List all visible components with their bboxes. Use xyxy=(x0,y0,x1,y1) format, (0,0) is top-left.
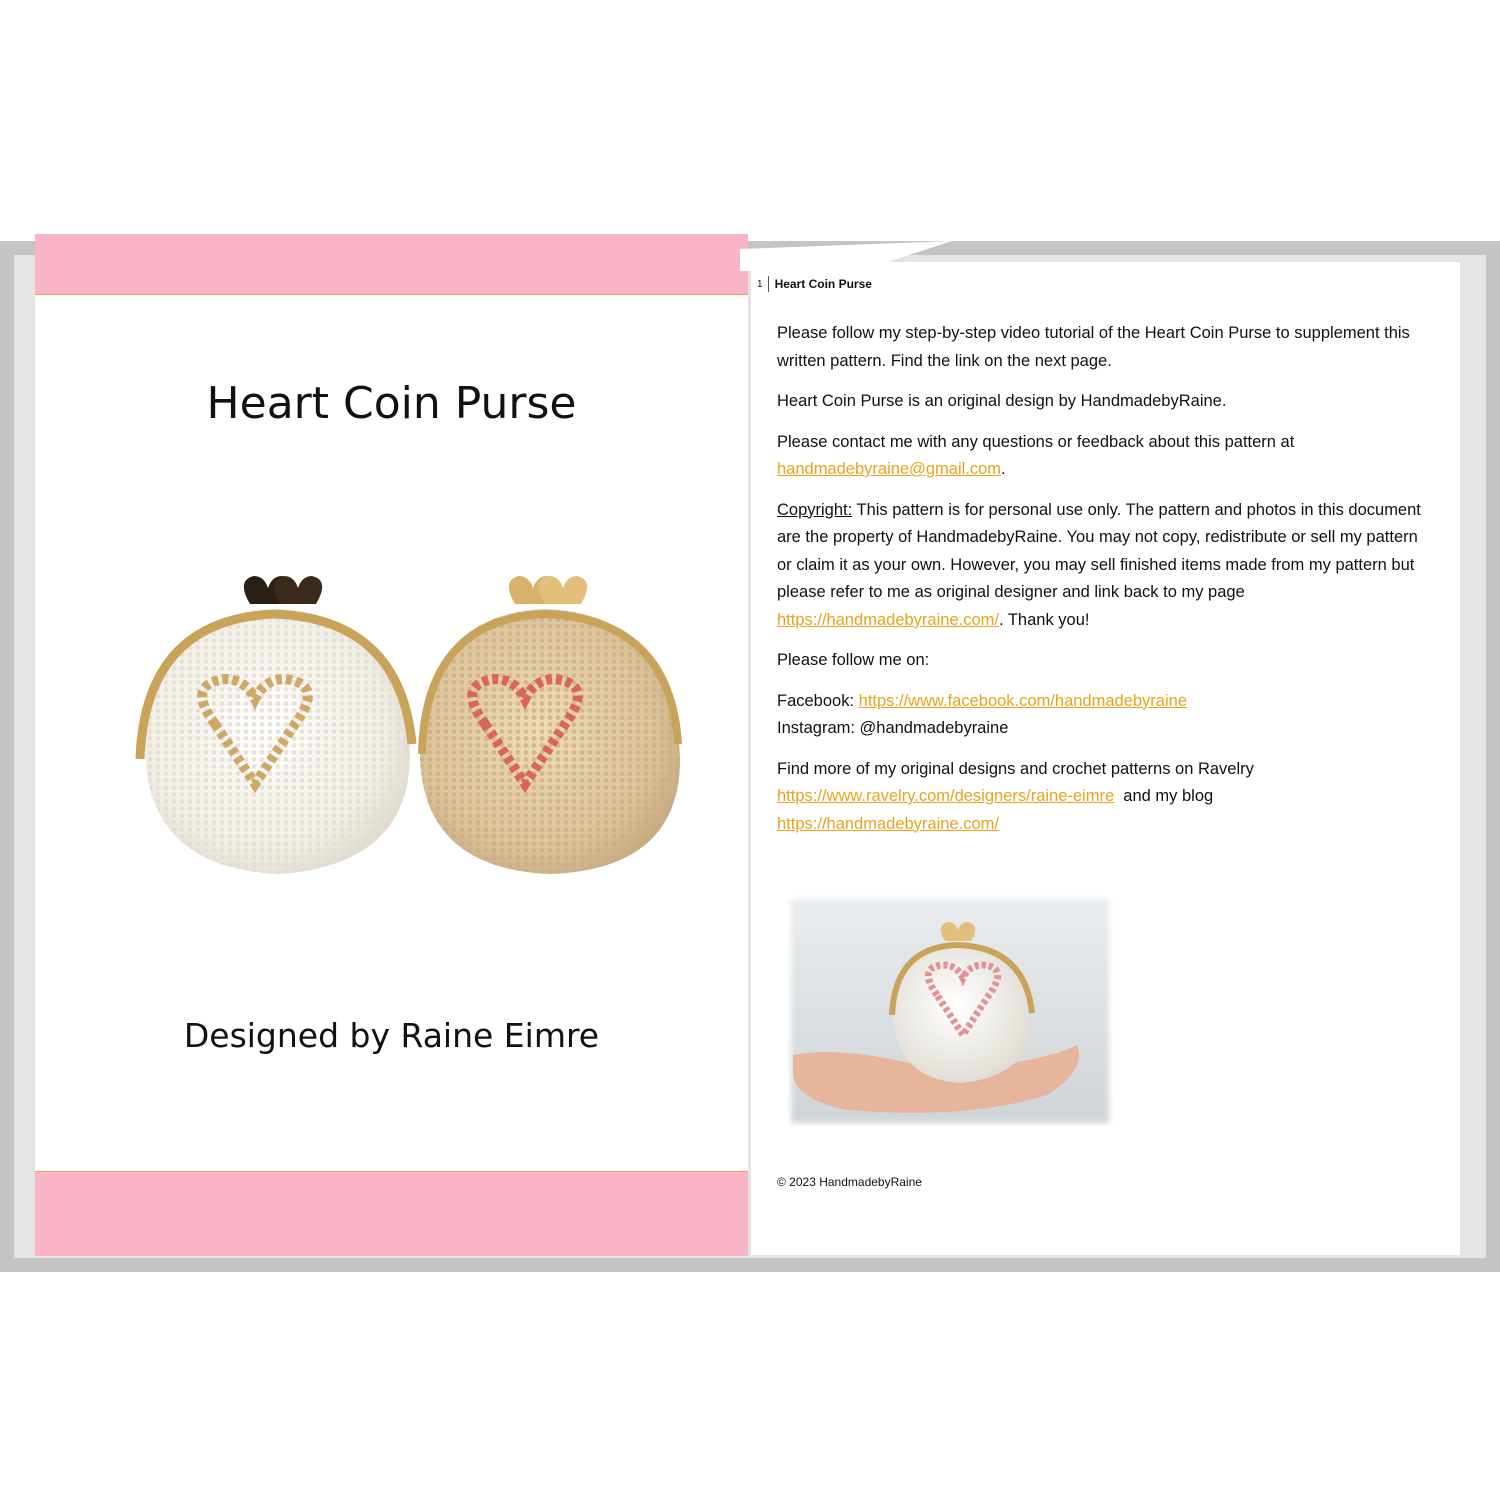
social-paragraph xyxy=(777,688,1437,743)
instagram-text: Instagram: @handmadebyraine xyxy=(777,719,1009,737)
homepage-link[interactable]: https://handmadebyraine.com/ xyxy=(777,610,999,629)
hand-holding-purse-photo xyxy=(787,895,1113,1127)
header-divider xyxy=(768,276,769,292)
page-body xyxy=(777,320,1437,851)
copyright-footer: © 2023 HandmadebyRaine xyxy=(777,1175,922,1189)
contact-period: . xyxy=(1001,460,1006,478)
pink-header-band xyxy=(35,234,748,295)
cover-photo-two-purses xyxy=(130,574,710,904)
email-link[interactable]: handmadebyraine@gmail.com xyxy=(777,460,1002,478)
cover-title: Heart Coin Purse xyxy=(206,378,577,429)
ravelry-paragraph xyxy=(777,756,1437,839)
cover-page xyxy=(35,234,748,1255)
copyright-text: This pattern is for personal use only. The pattern and photos in this document are the property of HandmadebyRaine. You may not copy, redistribute or sell my pattern or claim it as your own. However, you may sell finished items made from my pattern but please refer to me as original designer and link back to my page xyxy=(777,500,1421,601)
pink-footer-band xyxy=(35,1171,748,1256)
facebook-link[interactable]: https://www.facebook.com/handmadebyraine xyxy=(858,691,1187,710)
ravelry-link[interactable]: https://www.ravelry.com/designers/raine-eimre xyxy=(777,787,1115,805)
follow-paragraph: Please follow me on: xyxy=(777,651,930,669)
copyright-paragraph xyxy=(777,497,1437,635)
copyright-end: . Thank you! xyxy=(998,610,1090,629)
header-title: Heart Coin Purse xyxy=(774,277,872,291)
copyright-label: Copyright: xyxy=(777,500,853,519)
facebook-label: Facebook: xyxy=(777,691,859,710)
page-number: 1 xyxy=(757,278,763,290)
ravelry-text: Find more of my original designs and crochet patterns on Ravelry xyxy=(777,759,1254,778)
intro-paragraph: Please follow my step-by-step video tutorial of the Heart Coin Purse to supplement this written pattern. Find the link on the next page. xyxy=(777,324,1410,370)
blog-text: and my blog xyxy=(1114,787,1214,805)
running-header xyxy=(757,276,872,292)
info-page xyxy=(751,262,1460,1255)
contact-text: Please contact me with any questions or feedback about this pattern at xyxy=(777,432,1295,451)
contact-paragraph xyxy=(777,429,1437,484)
blog-link[interactable]: https://handmadebyraine.com/ xyxy=(777,814,999,833)
original-design-paragraph: Heart Coin Purse is an original design by HandmadebyRaine. xyxy=(777,392,1227,410)
cover-byline: Designed by Raine Eimre xyxy=(183,1016,600,1055)
